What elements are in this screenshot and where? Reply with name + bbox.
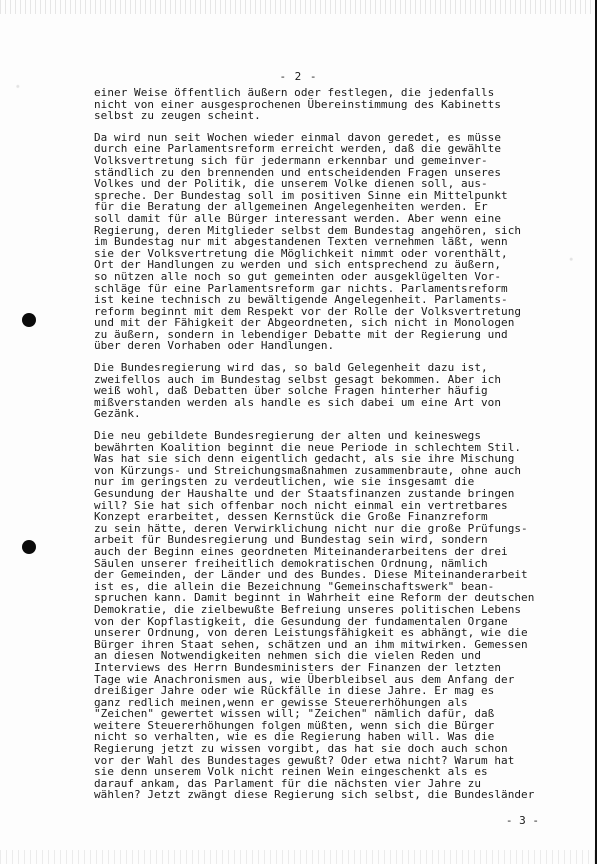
text-line: Gezänk. — [94, 407, 141, 421]
paragraph — [94, 430, 544, 801]
text-line: Gesundung der Haushalte und der Staatsfinanzen zustande bringen — [94, 487, 515, 500]
text-line: soll damit für alle Bürger interessant werden. Aber wenn eine — [94, 211, 502, 225]
text-line: über deren Vorhaben oder Handlungen. — [94, 339, 335, 353]
text-line: wählen? Jetzt zwängt diese Regierung sich selbst, die Bundesländer — [94, 788, 535, 802]
text-line: zu sein hätte, deren Verwirklichung nicht nur die große Prüfungs- — [94, 521, 528, 535]
text-line: einer Weise öffentlich äußern oder festlegen, die jedenfalls — [94, 86, 495, 99]
text-line: Konzept erarbeitet, dessen Kernstück die Große Finanzreform — [94, 510, 488, 524]
text-line: ganz redlich meinen,wenn er gewisse Steuererhöhungen als — [94, 695, 468, 709]
text-line: bewährten Koalition beginnt die neue Periode in schlechtem Stil. — [94, 440, 522, 454]
text-line: nicht so verhalten, wie es die Regierung haben will. Was die — [94, 730, 495, 744]
page-number-top: - 2 - — [279, 70, 318, 83]
text-line: sie der Volksvertretung die Möglichkeit nimmt oder vorenthält, — [94, 246, 508, 260]
scan-edge-bottom — [0, 850, 597, 864]
text-line: durch eine Parlamentsreform erreicht werden, daß die gewählte — [94, 142, 502, 156]
text-line: Ort der Handlungen zu werden und sich entsprechend zu äußern, — [94, 258, 502, 272]
text-line: ist es, die allein die Bezeichnung "Gemeinschaftswerk" bean- — [94, 579, 495, 593]
text-line: Bürger ihren Staat sehen, schätzen und an ihm mitwirken. Gemessen — [94, 637, 528, 651]
text-line: für die Beratung der allgemeinen Angelegenheiten werden. Er — [94, 200, 488, 214]
text-line: mißverstanden werden als handle es sich dabei um eine Art von — [94, 395, 502, 409]
text-line: reform beginnt mit dem Respekt vor der Rolle der Volksvertretung — [94, 304, 522, 318]
text-line: Die Bundesregierung wird das, so bald Gelegenheit dazu ist, — [94, 361, 488, 375]
text-line: dreißiger Jahre oder wie Rückfälle in diese Jahre. Er mag es — [94, 684, 495, 698]
text-line: ständlich zu den brennenden und entscheidenden Fragen unseres — [94, 165, 502, 179]
punch-hole-icon — [22, 540, 36, 554]
text-line: Volksvertretung sich für jedermann erkennbar und gemeinver- — [94, 153, 488, 167]
page-number-bottom: - 3 - — [505, 814, 539, 827]
text-line: Volkes und der Politik, die unserem Volke dienen soll, aus- — [94, 177, 488, 191]
scan-edge-top — [0, 0, 597, 14]
text-line: selbst zu zeugen scheint. — [94, 109, 261, 123]
text-line: zweifellos auch im Bundestag selbst gesagt bekommen. Aber ich — [94, 372, 502, 386]
text-line: und mit der Fähigkeit der Abgeordneten, sich nicht in Monologen — [94, 316, 515, 330]
text-line: darauf ankam, das Parlament für die nächsten vier Jahre zu — [94, 776, 482, 790]
text-line: "Zeichen" gewertet wissen will; "Zeichen" nämlich dafür, daß — [94, 707, 495, 721]
text-line: auch der Beginn eines geordneten Miteinanderarbeitens der drei — [94, 544, 508, 558]
text-line: im Bundestag nur mit abgestandenen Texten vernehmen läßt, wenn — [94, 235, 508, 249]
paragraph — [94, 362, 544, 420]
text-line: so nützen alle noch so gut gemeinten oder ausgeklügelten Vor- — [94, 269, 502, 283]
text-line: arbeit für Bundesregierung und Bundestag sein wird, sondern — [94, 533, 488, 547]
text-line: zu äußern, sondern in lebendiger Debatte mit der Regierung und — [94, 327, 508, 341]
text-line: Regierung, deren Mitglieder selbst dem Bundestag angehören, sich — [94, 223, 522, 237]
text-line: schläge für eine Parlamentsreform gar nichts. Parlamentsreform — [94, 281, 508, 295]
text-line: Regierung jetzt zu wissen vorgibt, das hat sie doch auch schon — [94, 742, 508, 756]
text-line: der Gemeinden, der Länder und des Bundes. Diese Miteinanderarbeit — [94, 568, 528, 582]
text-line: nur im geringsten zu verdeutlichen, wie sie insgesamt die — [94, 475, 475, 489]
text-line: sie denn unserem Volk nicht reinen Wein eingeschenkt als es — [94, 765, 488, 779]
text-line: vor der Wahl des Bundestages gewußt? Oder etwa nicht? Warum hat — [94, 753, 515, 767]
punch-hole-icon — [22, 313, 36, 327]
text-line: spreche. Der Bundestag soll im positiven Sinne ein Mittelpunkt — [94, 188, 508, 202]
text-line: unserer Ordnung, von deren Leistungsfähigkeit es abhängt, wie die — [94, 626, 528, 640]
text-line: Tage wie Anachronismen aus, wie Überbleibsel aus dem Anfang der — [94, 672, 515, 686]
text-line: von Kürzungs- und Streichungsmaßnahmen zusammenbraute, ohne auch — [94, 463, 522, 477]
body-text — [94, 87, 544, 811]
text-line: Die neu gebildete Bundesregierung der alten und keineswegs — [94, 429, 482, 443]
text-line: nicht von einer ausgesprochenen Übereinstimmung des Kabinetts — [94, 97, 502, 111]
text-line: Interviews des Herrn Bundesministers der Finanzen der letzten — [94, 660, 502, 674]
text-line: will? Sie hat sich offenbar noch nicht einmal ein vertretbares — [94, 498, 508, 512]
text-line: Da wird nun seit Wochen wieder einmal davon geredet, es müsse — [94, 130, 502, 144]
text-line: spruchen kann. Damit beginnt in Wahrheit eine Reform der deutschen — [94, 591, 535, 605]
text-line: Säulen unserer freiheitlich demokratischen Ordnung, nämlich — [94, 556, 488, 570]
text-line: weitere Steuererhöhungen folgen müßten, wenn sich die Bürger — [94, 718, 495, 732]
text-line: Demokratie, die zielbewußte Befreiung unseres politischen Lebens — [94, 602, 522, 616]
text-line: an diesen Notwendigkeiten nehmen sich die vielen Reden und — [94, 649, 482, 663]
text-line: ist keine technisch zu bewältigende Angelegenheit. Parlaments- — [94, 293, 508, 307]
text-line: weiß wohl, daß Debatten über solche Fragen hinterher häufig — [94, 384, 488, 398]
text-line: von der Kopflastigkeit, die Gesundung der fundamentalen Organe — [94, 614, 508, 628]
paragraph — [94, 132, 544, 352]
text-line: Was hat sie sich denn eigentlich gedacht, als sie ihre Mischung — [94, 452, 515, 466]
paragraph — [94, 87, 544, 122]
